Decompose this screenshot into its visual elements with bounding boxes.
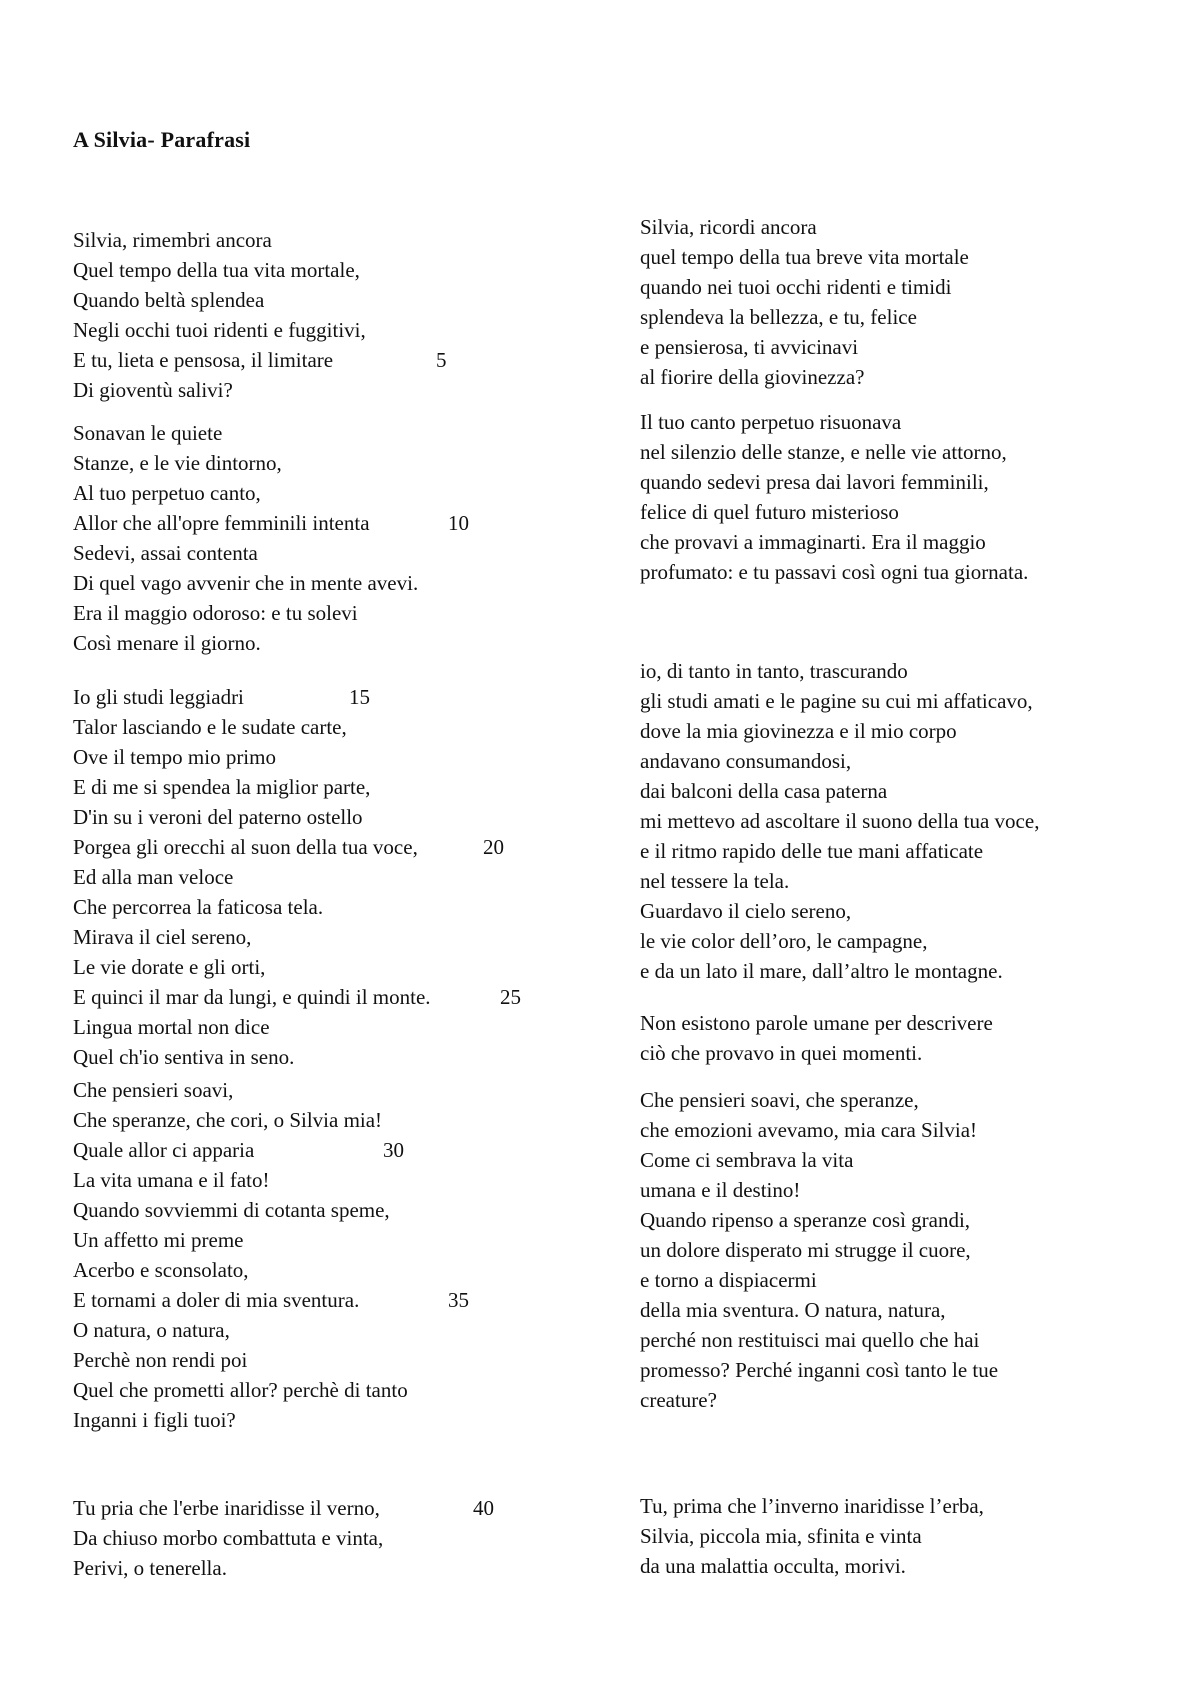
paraphrase-line [640,407,1160,437]
poem-line-text: E quinci il mar da lungi, e quindi il monte. [73,985,431,1009]
line-number: 20 [483,835,504,859]
paraphrase-line [640,1521,1160,1551]
poem-line [73,1195,593,1225]
paraphrase-line-text: della mia sventura. O natura, natura, [640,1298,946,1322]
poem-line-text: Stanze, e le vie dintorno, [73,451,282,475]
poem-line [73,538,593,568]
line-number: 30 [383,1138,404,1162]
poem-line [73,628,593,658]
paraphrase-line-text: nel silenzio delle stanze, e nelle vie attorno, [640,440,1007,464]
poem-line-text: Un affetto mi preme [73,1228,244,1252]
poem-line [73,1012,593,1042]
paraphrase-line [640,1145,1160,1175]
poem-line [73,1345,593,1375]
paraphrase-line [640,437,1160,467]
poem-line-text: Porgea gli orecchi al suon della tua voce, [73,835,418,859]
paraphrase-line-text: felice di quel futuro misterioso [640,500,899,524]
poem-line [73,892,593,922]
poem-line-text: Ed alla man veloce [73,865,234,889]
poem-line [73,1105,593,1135]
poem-line-text: Così menare il giorno. [73,631,261,655]
paraphrase-line-text: e torno a dispiacermi [640,1268,817,1292]
poem-line-text: Al tuo perpetuo canto, [73,481,261,505]
paraphrase-line-text: e pensierosa, ti avvicinavi [640,335,859,359]
paraphrase-line-text: umana e il destino! [640,1178,801,1202]
poem-line-text: Lingua mortal non dice [73,1015,270,1039]
paraphrase-line [640,1038,1160,1068]
poem-line-text: Quel che prometti allor? perchè di tanto [73,1378,408,1402]
poem-line-text: Perivi, o tenerella. [73,1556,227,1580]
poem-line [73,712,593,742]
paraphrase-line-text: Come ci sembrava la vita [640,1148,854,1172]
poem-line [73,598,593,628]
paraphrase-line-text: Silvia, ricordi ancora [640,215,817,239]
poem-line [73,375,593,405]
paraphrase-line-text: Non esistono parole umane per descrivere [640,1011,993,1035]
paraphrase-line [640,716,1160,746]
poem-line [73,862,593,892]
paraphrase-stanza [640,407,1160,587]
poem-line [73,1493,593,1523]
paraphrase-line-text: Che pensieri soavi, che speranze, [640,1088,919,1112]
paraphrase-line-text: dai balconi della casa paterna [640,779,888,803]
paraphrase-line-text: creature? [640,1388,717,1412]
poem-line [73,1225,593,1255]
paraphrase-line [640,1115,1160,1145]
paraphrase-line [640,1325,1160,1355]
poem-stanza [73,225,593,405]
poem-line [73,418,593,448]
poem-line-text: Quel tempo della tua vita mortale, [73,258,360,282]
paraphrase-line-text: che emozioni avevamo, mia cara Silvia! [640,1118,978,1142]
paraphrase-line-text: Guardavo il cielo sereno, [640,899,852,923]
poem-line-text: Silvia, rimembri ancora [73,228,272,252]
paraphrase-line [640,806,1160,836]
poem-line-text: Quel ch'io sentiva in seno. [73,1045,295,1069]
paraphrase-line [640,1175,1160,1205]
paraphrase-line-text: andavano consumandosi, [640,749,852,773]
paraphrase-line [640,656,1160,686]
poem-stanza [73,418,593,658]
paraphrase-line [640,467,1160,497]
paraphrase-line [640,896,1160,926]
page-title: A Silvia- Parafrasi [73,127,251,152]
paraphrase-line [640,272,1160,302]
paraphrase-line [640,527,1160,557]
poem-line [73,682,593,712]
poem-line [73,1075,593,1105]
line-number: 25 [500,985,521,1009]
paraphrase-line-text: da una malattia occulta, morivi. [640,1554,906,1578]
poem-line [73,1315,593,1345]
poem-line-text: E tornami a doler di mia sventura. [73,1288,360,1312]
paraphrase-line [640,1265,1160,1295]
poem-line-text: Sonavan le quiete [73,421,223,445]
poem-line-text: Io gli studi leggiadri [73,685,244,709]
paraphrase-line [640,212,1160,242]
paraphrase-line [640,866,1160,896]
poem-line-text: Di gioventù salivi? [73,378,233,402]
paraphrase-stanza [640,1085,1160,1415]
poem-line-text: E tu, lieta e pensosa, il limitare [73,348,334,372]
paraphrase-line [640,1491,1160,1521]
poem-line-text: Negli occhi tuoi ridenti e fuggitivi, [73,318,366,342]
poem-line [73,315,593,345]
paraphrase-line [640,836,1160,866]
poem-stanza [73,1493,593,1583]
poem-line [73,982,593,1012]
poem-line [73,1135,593,1165]
paraphrase-line [640,332,1160,362]
poem-line-text: D'in su i veroni del paterno ostello [73,805,363,829]
paraphrase-line-text: profumato: e tu passavi così ogni tua giornata. [640,560,1029,584]
paraphrase-stanza [640,212,1160,392]
poem-line [73,225,593,255]
paraphrase-line-text: Silvia, piccola mia, sfinita e vinta [640,1524,922,1548]
poem-line-text: Mirava il ciel sereno, [73,925,252,949]
paraphrase-line [640,1205,1160,1235]
line-number: 15 [349,685,370,709]
paraphrase-line-text: perché non restituisci mai quello che hai [640,1328,980,1352]
paraphrase-line-text: le vie color dell’oro, le campagne, [640,929,928,953]
poem-line-text: La vita umana e il fato! [73,1168,270,1192]
poem-line-text: Le vie dorate e gli orti, [73,955,266,979]
poem-line [73,448,593,478]
poem-line-text: Che percorrea la faticosa tela. [73,895,324,919]
paraphrase-line [640,776,1160,806]
poem-line [73,832,593,862]
poem-line [73,508,593,538]
paraphrase-line [640,302,1160,332]
paraphrase-line [640,956,1160,986]
poem-line [73,255,593,285]
poem-line-text: Acerbo e sconsolato, [73,1258,249,1282]
poem-line [73,1165,593,1195]
paraphrase-line [640,1355,1160,1385]
poem-line-text: Era il maggio odoroso: e tu solevi [73,601,358,625]
poem-line-text: O natura, o natura, [73,1318,230,1342]
paraphrase-line [640,686,1160,716]
poem-line [73,802,593,832]
poem-line [73,1042,593,1072]
line-number: 40 [473,1496,494,1520]
paraphrase-stanza [640,1008,1160,1068]
poem-line [73,345,593,375]
paraphrase-line [640,1551,1160,1581]
paraphrase-line-text: io, di tanto in tanto, trascurando [640,659,908,683]
poem-line-text: Talor lasciando e le sudate carte, [73,715,347,739]
poem-line [73,922,593,952]
paraphrase-stanza [640,1491,1160,1581]
paraphrase-line-text: Quando ripenso a speranze così grandi, [640,1208,971,1232]
poem-line-text: Quando beltà splendea [73,288,265,312]
poem-line-text: Da chiuso morbo combattuta e vinta, [73,1526,384,1550]
paraphrase-line-text: Il tuo canto perpetuo risuonava [640,410,902,434]
paraphrase-line-text: che provavi a immaginarti. Era il maggio [640,530,986,554]
paraphrase-line [640,1235,1160,1265]
line-number: 5 [436,348,447,372]
poem-line-text: Inganni i figli tuoi? [73,1408,236,1432]
poem-line-text: Ove il tempo mio primo [73,745,276,769]
poem-line-text: Perchè non rendi poi [73,1348,248,1372]
paraphrase-line [640,1008,1160,1038]
paraphrase-line-text: e il ritmo rapido delle tue mani affaticate [640,839,984,863]
poem-stanza [73,1075,593,1435]
paraphrase-line-text: mi mettevo ad ascoltare il suono della tua voce, [640,809,1040,833]
paraphrase-line [640,1085,1160,1115]
paraphrase-line [640,497,1160,527]
paraphrase-line-text: al fiorire della giovinezza? [640,365,865,389]
paraphrase-line [640,242,1160,272]
poem-line [73,1553,593,1583]
poem-line [73,742,593,772]
poem-line [73,772,593,802]
line-number: 35 [448,1288,469,1312]
paraphrase-line-text: gli studi amati e le pagine su cui mi affaticavo, [640,689,1033,713]
paraphrase-line-text: quel tempo della tua breve vita mortale [640,245,969,269]
paraphrase-line-text: e da un lato il mare, dall’altro le montagne. [640,959,1003,983]
poem-line [73,285,593,315]
poem-line-text: Quale allor ci apparia [73,1138,255,1162]
paraphrase-line-text: promesso? Perché inganni così tanto le tue [640,1358,999,1382]
paraphrase-line [640,926,1160,956]
paraphrase-line [640,1295,1160,1325]
line-number: 10 [448,511,469,535]
poem-line-text: Quando sovviemmi di cotanta speme, [73,1198,390,1222]
poem-line-text: Che speranze, che cori, o Silvia mia! [73,1108,383,1132]
paraphrase-line [640,557,1160,587]
paraphrase-line-text: dove la mia giovinezza e il mio corpo [640,719,957,743]
paraphrase-line [640,746,1160,776]
poem-line [73,1285,593,1315]
poem-line-text: Di quel vago avvenir che in mente avevi. [73,571,419,595]
poem-stanza [73,682,593,1072]
paraphrase-line-text: quando nei tuoi occhi ridenti e timidi [640,275,952,299]
poem-line-text: Che pensieri soavi, [73,1078,234,1102]
paraphrase-line-text: Tu, prima che l’inverno inaridisse l’erba, [640,1494,984,1518]
paraphrase-line-text: splendeva la bellezza, e tu, felice [640,305,917,329]
paraphrase-line-text: quando sedevi presa dai lavori femminili, [640,470,989,494]
paraphrase-line [640,362,1160,392]
poem-line [73,568,593,598]
poem-line [73,1375,593,1405]
poem-line-text: E di me si spendea la miglior parte, [73,775,371,799]
poem-line-text: Tu pria che l'erbe inaridisse il verno, [73,1496,380,1520]
paraphrase-line-text: nel tessere la tela. [640,869,790,893]
poem-line [73,1523,593,1553]
poem-line [73,1255,593,1285]
poem-line [73,952,593,982]
poem-line [73,1405,593,1435]
poem-line-text: Sedevi, assai contenta [73,541,258,565]
paraphrase-line-text: ciò che provavo in quei momenti. [640,1041,923,1065]
paraphrase-stanza [640,656,1160,986]
paraphrase-line [640,1385,1160,1415]
paraphrase-line-text: un dolore disperato mi strugge il cuore, [640,1238,971,1262]
poem-line-text: Allor che all'opre femminili intenta [73,511,370,535]
poem-line [73,478,593,508]
